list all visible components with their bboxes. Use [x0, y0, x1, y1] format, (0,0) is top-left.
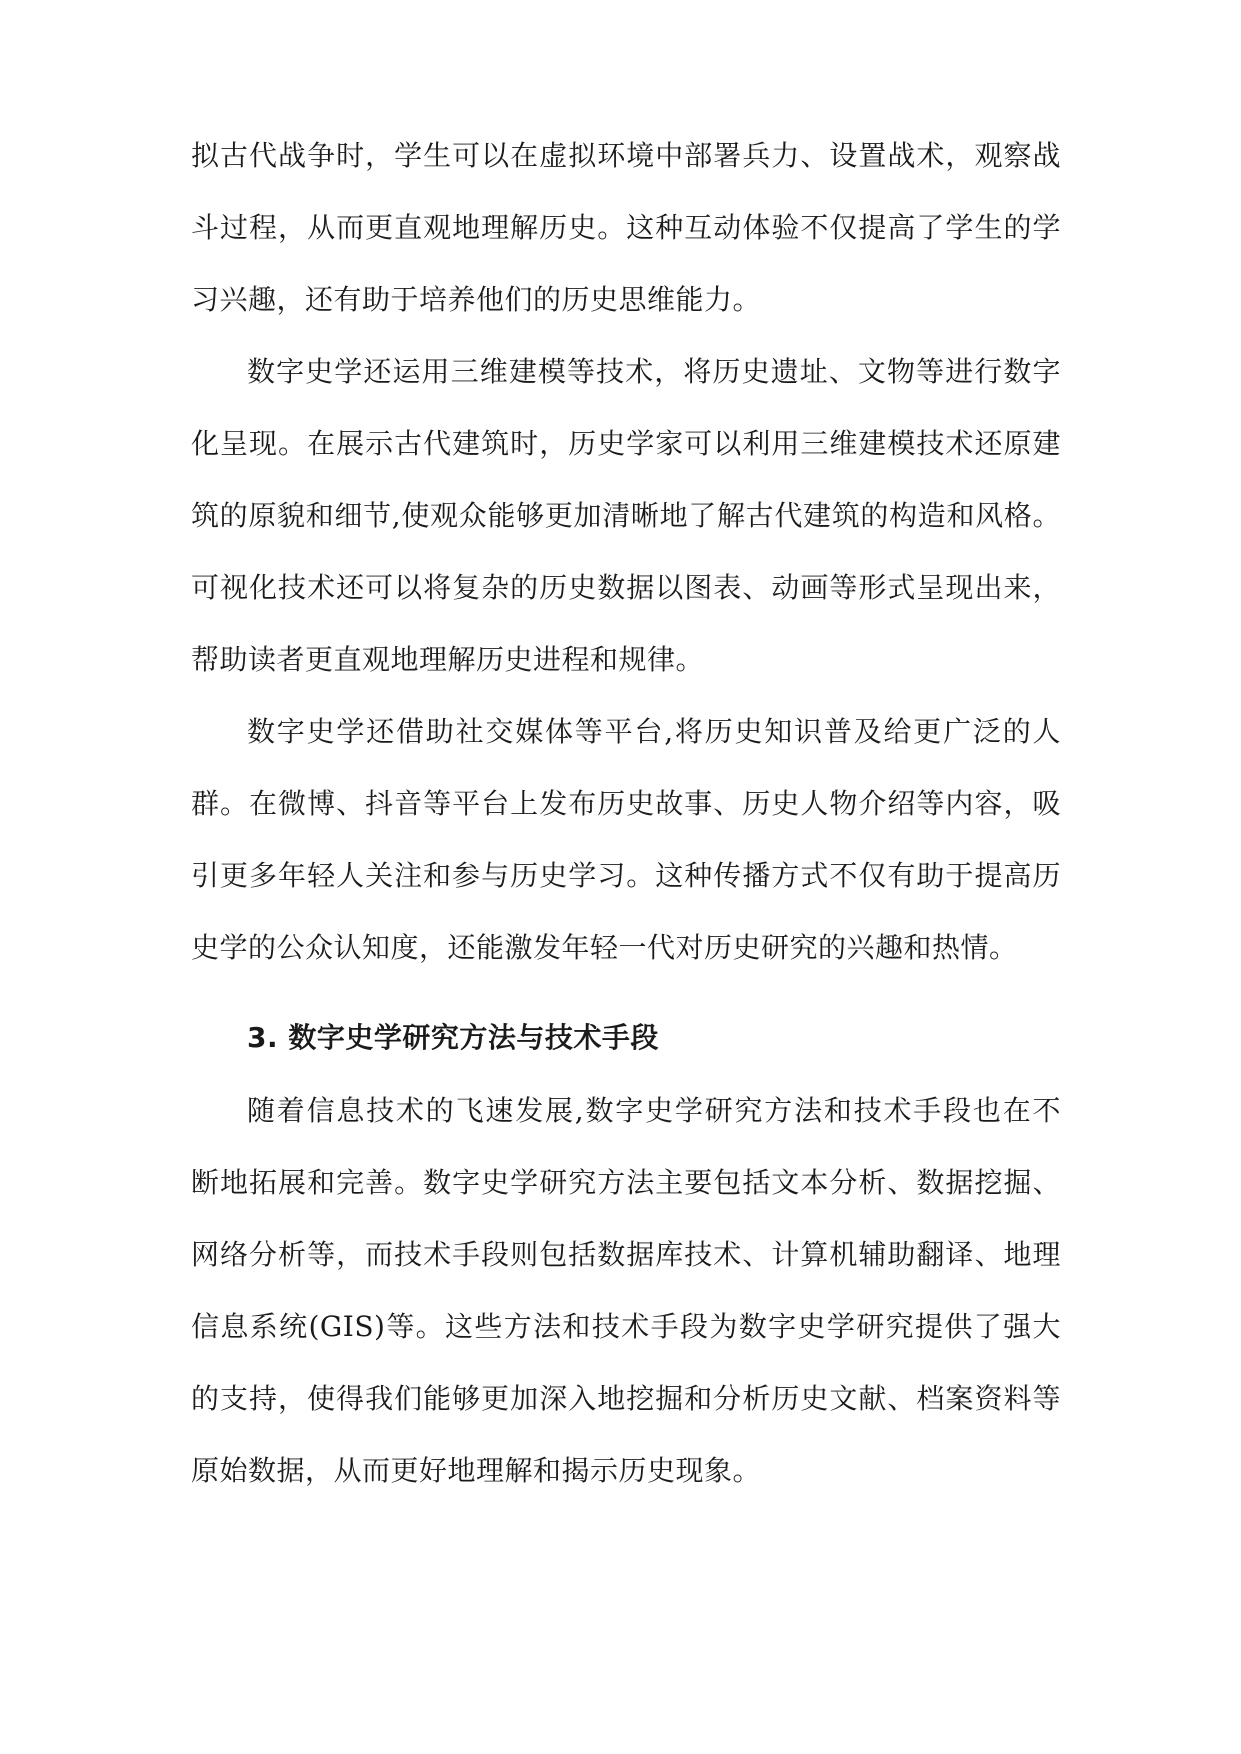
paragraph-line: 随着信息技术的飞速发展,数字史学研究方法和技术手段也在不 — [247, 1094, 1061, 1127]
paragraph-line: 网络分析等，而技术手段则包括数据库技术、计算机辅助翻译、地理 — [191, 1238, 1061, 1271]
paragraph-line: 信息系统(GIS)等。这些方法和技术手段为数字史学研究提供了强大 — [191, 1310, 1061, 1343]
paragraph-line: 化呈现。在展示古代建筑时，历史学家可以利用三维建模技术还原建 — [191, 427, 1061, 460]
paragraph-line: 拟古代战争时，学生可以在虚拟环境中部署兵力、设置战术，观察战 — [191, 139, 1061, 172]
paragraph-line: 断地拓展和完善。数字史学研究方法主要包括文本分析、数据挖掘、 — [191, 1166, 1061, 1199]
section-heading: 3. 数字史学研究方法与技术手段 — [247, 1021, 659, 1054]
paragraph-line: 帮助读者更直观地理解历史进程和规律。 — [191, 643, 705, 676]
paragraph-line: 可视化技术还可以将复杂的历史数据以图表、动画等形式呈现出来， — [191, 571, 1061, 604]
paragraph-line: 数字史学还借助社交媒体等平台,将历史知识普及给更广泛的人 — [247, 715, 1061, 748]
paragraph-line: 群。在微博、抖音等平台上发布历史故事、历史人物介绍等内容，吸 — [191, 787, 1061, 820]
paragraph-line: 引更多年轻人关注和参与历史学习。这种传播方式不仅有助于提高历 — [191, 859, 1061, 892]
paragraph-line: 史学的公众认知度，还能激发年轻一代对历史研究的兴趣和热情。 — [191, 931, 1018, 964]
paragraph-line: 筑的原貌和细节,使观众能够更加清晰地了解古代建筑的构造和风格。 — [191, 499, 1061, 532]
paragraph-line: 习兴趣，还有助于培养他们的历史思维能力。 — [191, 283, 762, 316]
paragraph-line: 的支持，使得我们能够更加深入地挖掘和分析历史文献、档案资料等 — [191, 1382, 1061, 1415]
paragraph-line: 斗过程，从而更直观地理解历史。这种互动体验不仅提高了学生的学 — [191, 211, 1061, 244]
paragraph-line: 原始数据，从而更好地理解和揭示历史现象。 — [191, 1454, 762, 1487]
paragraph-line: 数字史学还运用三维建模等技术，将历史遗址、文物等进行数字 — [247, 355, 1061, 388]
